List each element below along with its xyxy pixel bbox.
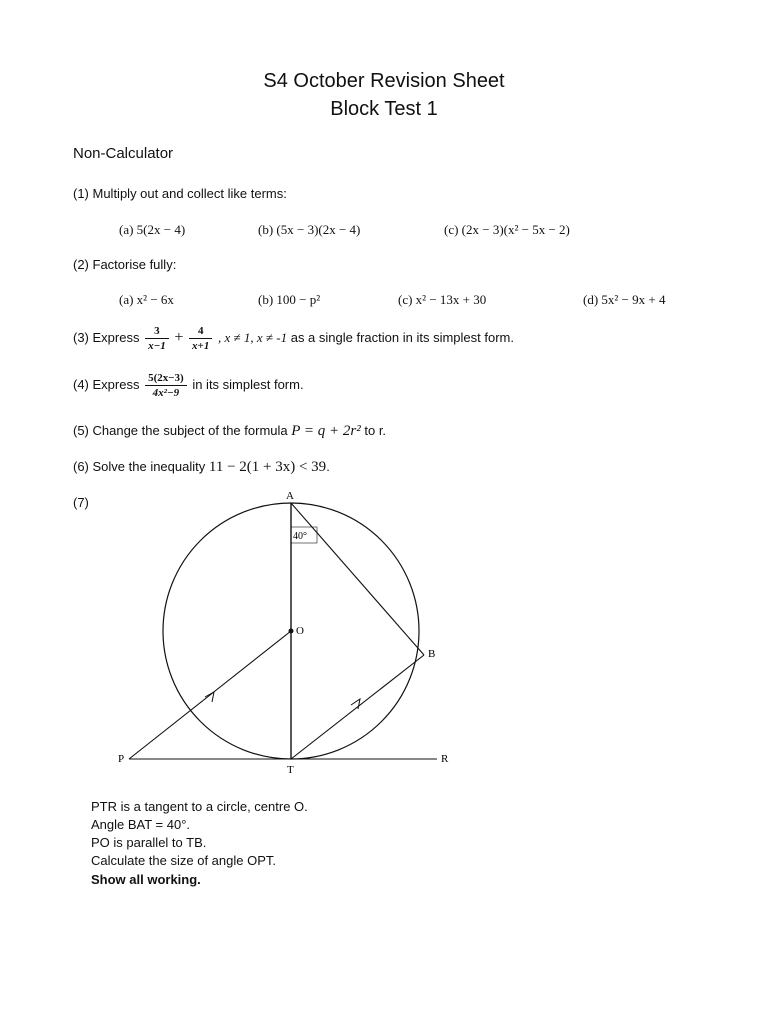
q7-note-2: Angle BAT = 40°. bbox=[91, 817, 191, 832]
parallel-arrow-TB bbox=[351, 699, 360, 709]
q3-condition: , x ≠ 1, x ≠ -1 bbox=[217, 329, 288, 345]
q2-part-a: (a) x² − 6x bbox=[119, 292, 174, 307]
label-O: O bbox=[296, 625, 304, 637]
q6-tail: . bbox=[326, 459, 330, 474]
q2-part-d: (d) 5x² − 9x + 4 bbox=[583, 292, 666, 307]
q3-fraction-2: $\frac{4}{x+1}$ bbox=[189, 325, 212, 352]
q3-tail: as a single fraction in its simplest form. bbox=[290, 329, 514, 345]
q3-plus: + bbox=[174, 328, 184, 346]
line-PO bbox=[129, 631, 291, 759]
q2-part-c: (c) x² − 13x + 30 bbox=[398, 292, 487, 307]
title-line-1: S4 October Revision Sheet bbox=[263, 70, 505, 92]
q3-lead: (3) Express bbox=[73, 329, 140, 345]
q7-emphasis: Show all working. bbox=[91, 872, 201, 887]
q5-tail: to r. bbox=[364, 423, 387, 438]
q2-prompt: (2) Factorise fully: bbox=[73, 257, 177, 272]
label-T: T bbox=[287, 764, 294, 776]
q1-part-c: (c) (2x − 3)(x² − 5x − 2) bbox=[444, 222, 570, 237]
q6-lead: (6) Solve the inequality bbox=[73, 459, 206, 474]
section-heading: Non-Calculator bbox=[73, 145, 174, 162]
center-point bbox=[289, 629, 294, 634]
q1-prompt: (1) Multiply out and collect like terms: bbox=[73, 186, 287, 201]
q5-formula: P = q + 2r² bbox=[291, 423, 361, 439]
q6-expression: 11 − 2(1 + 3x) < 39 bbox=[208, 459, 327, 475]
label-A: A bbox=[286, 490, 294, 502]
q3-fraction-1: $\frac{3}{x-1}$ bbox=[145, 325, 169, 352]
q4-tail: in its simplest form. bbox=[192, 376, 304, 392]
label-P: P bbox=[118, 753, 125, 765]
q7-note-4: Calculate the size of angle OPT. bbox=[91, 853, 276, 868]
q1-part-a: (a) 5(2x − 4) bbox=[119, 222, 186, 237]
angle-label: 40° bbox=[293, 531, 307, 542]
q4-lead: (4) Express bbox=[73, 376, 140, 392]
label-R: R bbox=[441, 753, 449, 765]
q7-label: (7) bbox=[73, 495, 89, 510]
label-B: B bbox=[428, 648, 436, 660]
q1-part-b: (b) (5x − 3)(2x − 4) bbox=[258, 222, 361, 237]
q7-note-1: PTR is a tangent to a circle, centre O. bbox=[91, 799, 308, 814]
q2-part-b: (b) 100 − p² bbox=[258, 292, 321, 307]
line-TB bbox=[291, 655, 424, 759]
title-line-2: Block Test 1 bbox=[330, 98, 438, 120]
q5-lead: (5) Change the subject of the formula bbox=[73, 423, 288, 438]
q7-note-3: PO is parallel to TB. bbox=[91, 835, 207, 850]
chord-AB bbox=[291, 503, 424, 655]
q4-fraction: $\frac{5(2x-3)}{\text{4x²−9}}$ bbox=[145, 372, 187, 399]
